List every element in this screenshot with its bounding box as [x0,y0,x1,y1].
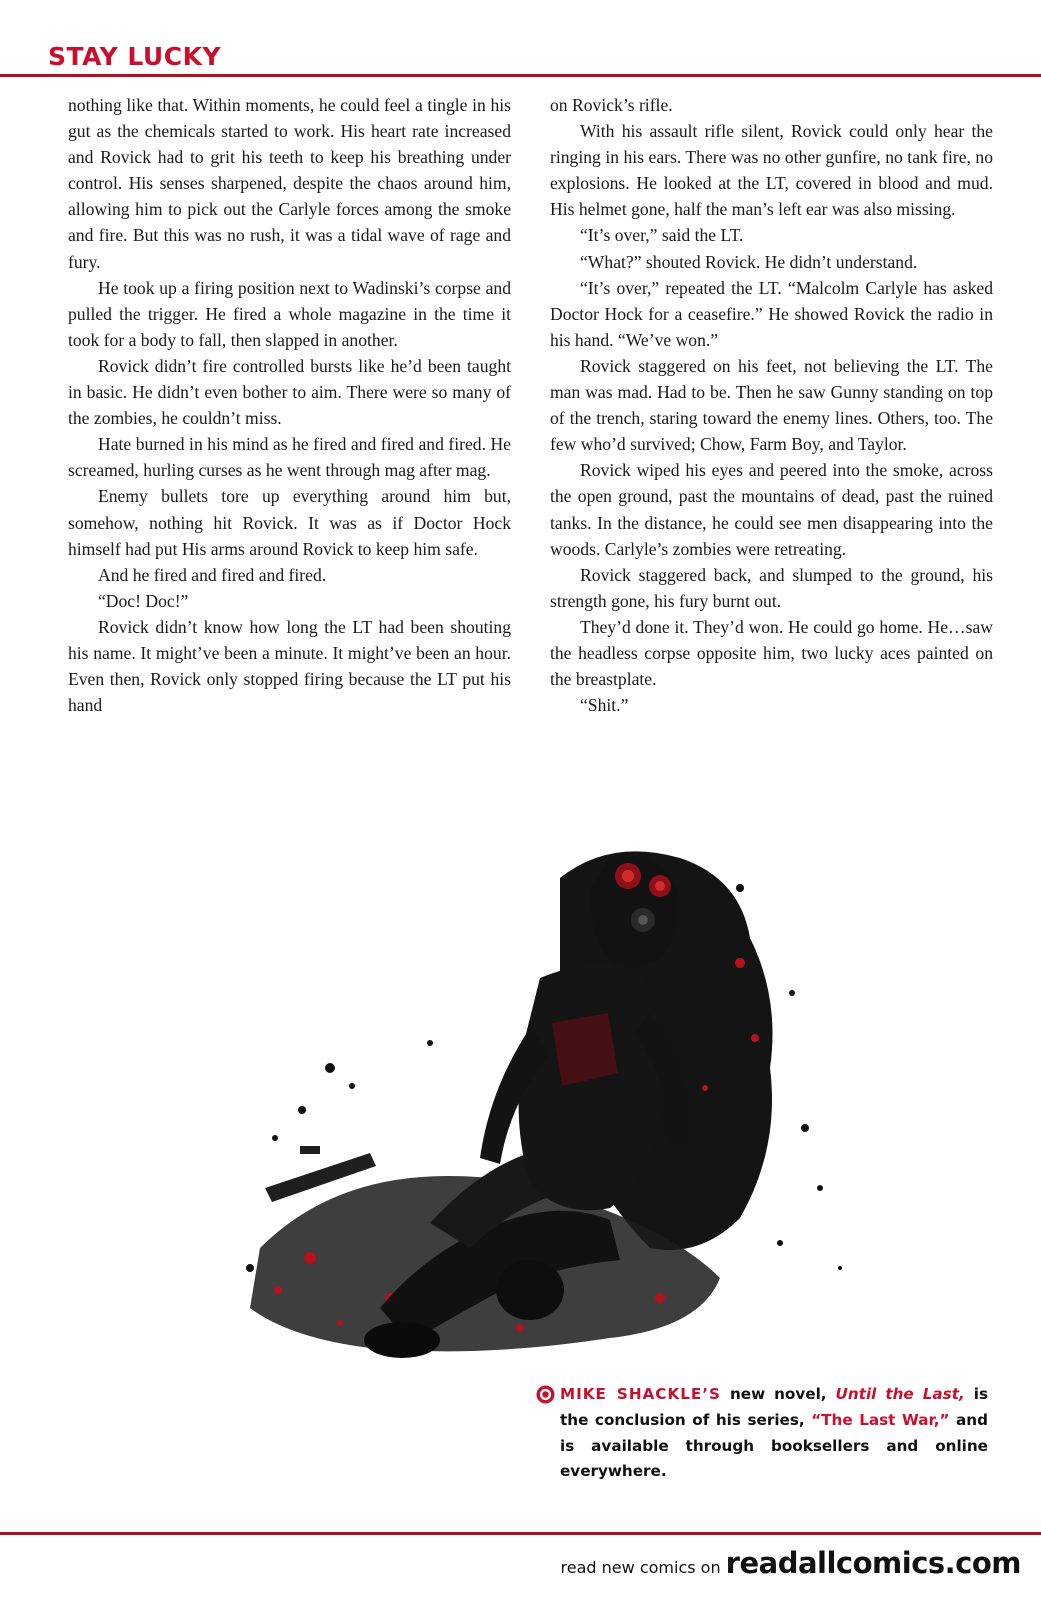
story-paragraph: “It’s over,” repeated the LT. “Malcolm Carlyle has asked Doctor Hock for a ceasefire.” He showed Rovick the radio in his hand. “We’ve won.” [550,277,993,350]
novel-title: Until the Last, [835,1385,965,1403]
story-paragraph: Rovick didn’t know how long the LT had been shouting his name. It might’ve been a minute. It might’ve been an hour. Even then, Rovick only stopped firing because the LT put his hand [68,616,511,716]
story-paragraph: Rovick staggered back, and slumped to the ground, his strength gone, his fury burnt out. [550,564,993,611]
story-paragraph: Rovick staggered on his feet, not believing the LT. The man was mad. Had to be. Then he saw Gunny standing on top of the trench, staring toward the enemy lines. Others, too. The few who’d survived; Chow, Farm Boy, and Taylor. [550,355,993,455]
story-paragraph: “Doc! Doc!” [98,590,189,611]
author-name: MIKE SHACKLE’S [560,1385,721,1403]
story-paragraph: Rovick wiped his eyes and peered into the smoke, across the open ground, past the mountains of dead, past the ruined tanks. In the distance, he could see men disappearing into the woods. Carlyle’s zombies were retreating. [550,460,993,559]
story-paragraph: “It’s over,” said the LT. [580,225,744,246]
story-paragraph: Enemy bullets tore up everything around him but, somehow, nothing hit Rovick. It was as if Doctor Hock himself had put His arms around Rovick to keep him safe. [68,486,511,559]
story-paragraph: Rovick didn’t fire controlled bursts like he’d been taught in basic. He didn’t even bother to aim. There were so many of the zombies, he couldn’t miss. [68,355,511,429]
bullet-target-icon [536,1385,555,1404]
story-paragraph: He took up a firing position next to Wadinski’s corpse and pulled the trigger. He fired a whole magazine in the time it took for a body to fall, then slapped in another. [68,277,511,350]
footer-site-link[interactable]: readallcomics.com [725,1546,1021,1580]
series-title: “The Last War,” [811,1410,950,1429]
bio-text: new novel, [720,1385,836,1403]
story-paragraph: “Shit.” [580,695,629,716]
story-paragraph: They’d done it. They’d won. He could go home. He…saw the headless corpse opposite him, two lucky aces painted on the breastplate. [550,616,993,690]
story-paragraph: on Rovick’s rifle. [550,95,673,115]
story-column-left [68,92,511,718]
bio-text: is the conclusion of his series, [560,1385,988,1429]
footer-watermark [561,1546,1021,1580]
story-paragraph: Hate burned in his mind as he fired and fired and fired. He screamed, hurling curses as he went through mag after mag. [68,434,511,481]
story-paragraph: With his assault rifle silent, Rovick could only hear the ringing in his ears. There was no other gunfire, no tank fire, no explosions. He looked at the LT, covered in blood and mud. His helmet gone, half the man’s left ear was also missing. [550,121,993,220]
footer-divider [0,1532,1041,1535]
soldier-illustration [180,828,900,1398]
header-divider [0,74,1041,77]
story-column-right [550,92,993,718]
author-bio [560,1382,988,1485]
story-paragraph: And he fired and fired and fired. [98,564,327,585]
page-title: STAY LUCKY [48,42,222,71]
bio-text: and is available through booksellers and online everywhere. [560,1410,988,1481]
story-paragraph: “What?” shouted Rovick. He didn’t understand. [580,251,918,272]
footer-prefix: read new comics on [560,1558,726,1577]
story-paragraph: nothing like that. Within moments, he could feel a tingle in his gut as the chemicals started to work. His heart rate increased and Rovick had to grit his teeth to keep his breathing under control. His senses sharpened, despite the chaos around him, allowing him to pick out the Carlyle forces among the smoke and fire. But this was no rush, it was a tidal wave of rage and fury. [68,95,511,272]
